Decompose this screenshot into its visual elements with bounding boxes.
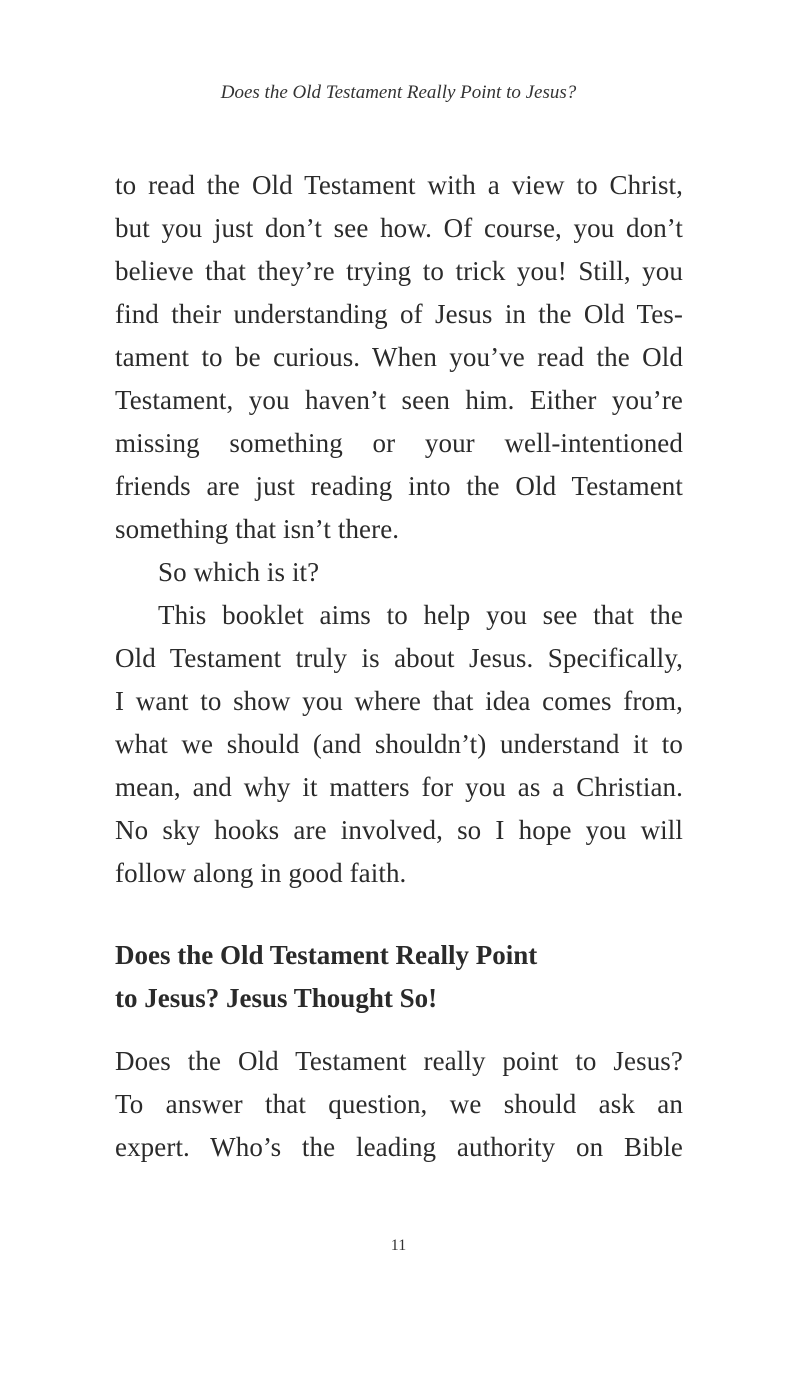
text-line: find their understanding of Jesus in the Old Tes-: [115, 299, 683, 329]
heading-line: Does the Old Testament Really Point: [115, 940, 538, 970]
text-line: Does the Old Testament really point to Jesus?: [115, 1046, 683, 1076]
text-line: I want to show you where that idea comes from,: [115, 686, 683, 716]
text-line: tament to be curious. When you’ve read the Old: [115, 342, 683, 372]
text-line: To answer that question, we should ask an: [115, 1089, 683, 1119]
text-line: Old Testament truly is about Jesus. Specifically,: [115, 643, 683, 673]
text-line: This booklet aims to help you see that the: [158, 600, 683, 630]
text-line: what we should (and shouldn’t) understand it to: [115, 729, 683, 759]
running-head: Does the Old Testament Really Point to Jesus?: [220, 82, 577, 103]
section-heading: [115, 934, 683, 1020]
text-line: Testament, you haven’t seen him. Either you’re: [115, 385, 683, 415]
body-text: [115, 164, 683, 895]
text-line: So which is it?: [158, 557, 320, 587]
text-line: but you just don’t see how. Of course, you don’t: [115, 213, 683, 243]
text-line: missing something or your well-intentioned: [115, 428, 683, 458]
text-line: something that isn’t there.: [115, 514, 400, 544]
text-line: mean, and why it matters for you as a Christian.: [115, 772, 683, 802]
paragraph: [115, 164, 683, 551]
heading-line: to Jesus? Jesus Thought So!: [115, 983, 438, 1013]
paragraph: [115, 551, 683, 594]
text-line: expert. Who’s the leading authority on Bible: [115, 1132, 683, 1162]
text-line: to read the Old Testament with a view to Christ,: [115, 170, 683, 200]
page-number: 11: [390, 1237, 407, 1254]
body-text: [115, 1040, 683, 1169]
paragraph: [115, 1040, 683, 1169]
paragraph: [115, 594, 683, 895]
text-line: follow along in good faith.: [115, 858, 407, 888]
text-line: believe that they’re trying to trick you! Still, you: [115, 256, 683, 286]
text-line: friends are just reading into the Old Testament: [115, 471, 683, 501]
text-line: No sky hooks are involved, so I hope you will: [115, 815, 683, 845]
